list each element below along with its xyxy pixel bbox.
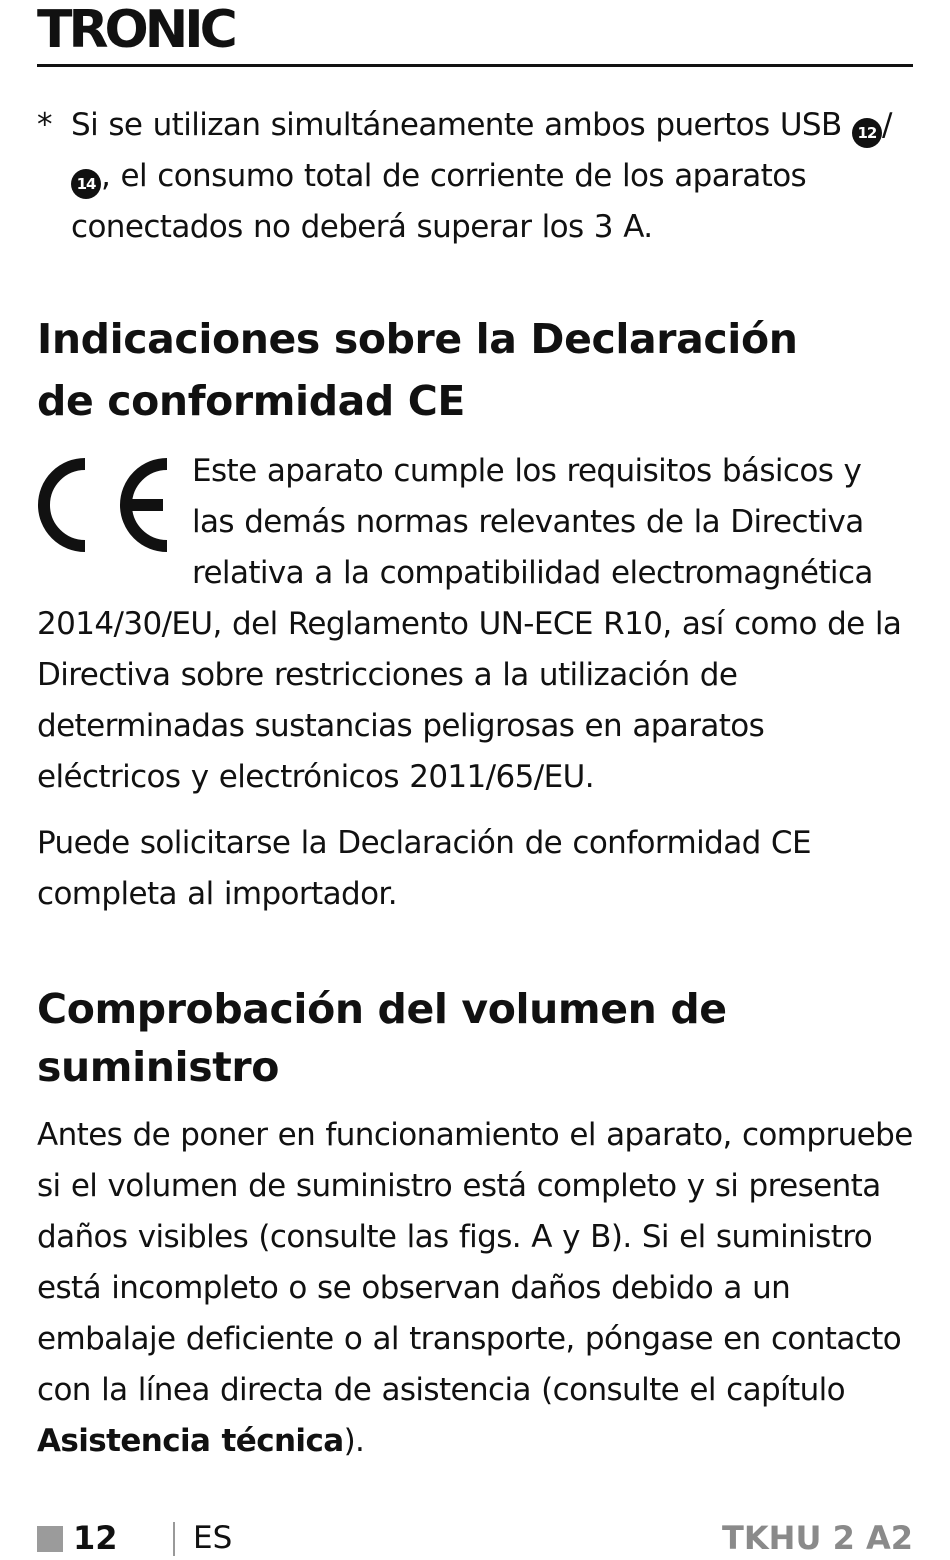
note-marker: *	[37, 107, 52, 143]
ref-slash: /	[881, 107, 892, 143]
note-text-after: , el consumo total de corriente de los aparatos conectados no deberá superar los 3 A.	[71, 158, 807, 245]
brand-logo: TRONIC	[37, 0, 234, 60]
ce-paragraph-rest	[37, 497, 913, 803]
language-code: ES	[193, 1520, 233, 1556]
ce-section-heading	[37, 308, 913, 432]
supply-section-heading	[37, 980, 913, 1096]
note-text	[71, 100, 913, 253]
ce-paragraph-flow: 2014/30/EU, del Reglamento UN-ECE R10, así como de la Directiva sobre restricciones a la utilización de determinadas sustancias peligrosas en aparatos eléctricos y electrónicos 2011/65/EU.	[37, 606, 902, 795]
ce-heading-line2: de conformidad CE	[37, 377, 466, 425]
ce-paragraph-indented: las demás normas relevantes de la Directiva relativa a la compatibilidad electromagnética	[192, 504, 873, 591]
supply-heading-line2: suministro	[37, 1043, 280, 1091]
ce-availability-paragraph: Puede solicitarse la Declaración de conformidad CE completa al importador.	[37, 825, 811, 912]
page-footer	[37, 1516, 913, 1560]
ce-heading-line1: Indicaciones sobre la Declaración	[37, 315, 798, 363]
support-chapter-reference: Asistencia técnica	[37, 1423, 344, 1459]
ce-paragraph-line1: Este aparato cumple los requisitos básicos y	[192, 453, 862, 489]
header-rule	[37, 64, 913, 67]
ce-paragraph	[37, 446, 913, 803]
model-number: TKHU 2 A2	[722, 1519, 913, 1557]
usb-port-ref-a: 12	[852, 118, 882, 148]
note-text-before: Si se utilizan simultáneamente ambos puertos USB	[71, 107, 842, 143]
supply-paragraph	[37, 1110, 913, 1467]
page-number: 12	[73, 1519, 118, 1557]
usb-note	[37, 100, 913, 253]
usb-port-ref-b: 14	[71, 169, 101, 199]
supply-heading-line1: Comprobación del volumen de	[37, 985, 727, 1033]
supply-text-after: ).	[343, 1423, 365, 1459]
footer-square-icon	[37, 1526, 63, 1552]
supply-text-before: Antes de poner en funcionamiento el aparato, compruebe si el volumen de suministro está completo y si presenta daños visibles (consulte las figs. A y B). Si el suministro está incompleto o se observan daños debido a un embalaje deficiente o al transporte, póngase en contacto con la línea directa de asistencia (consulte el capítulo	[37, 1117, 913, 1408]
footer-separator	[173, 1522, 175, 1556]
